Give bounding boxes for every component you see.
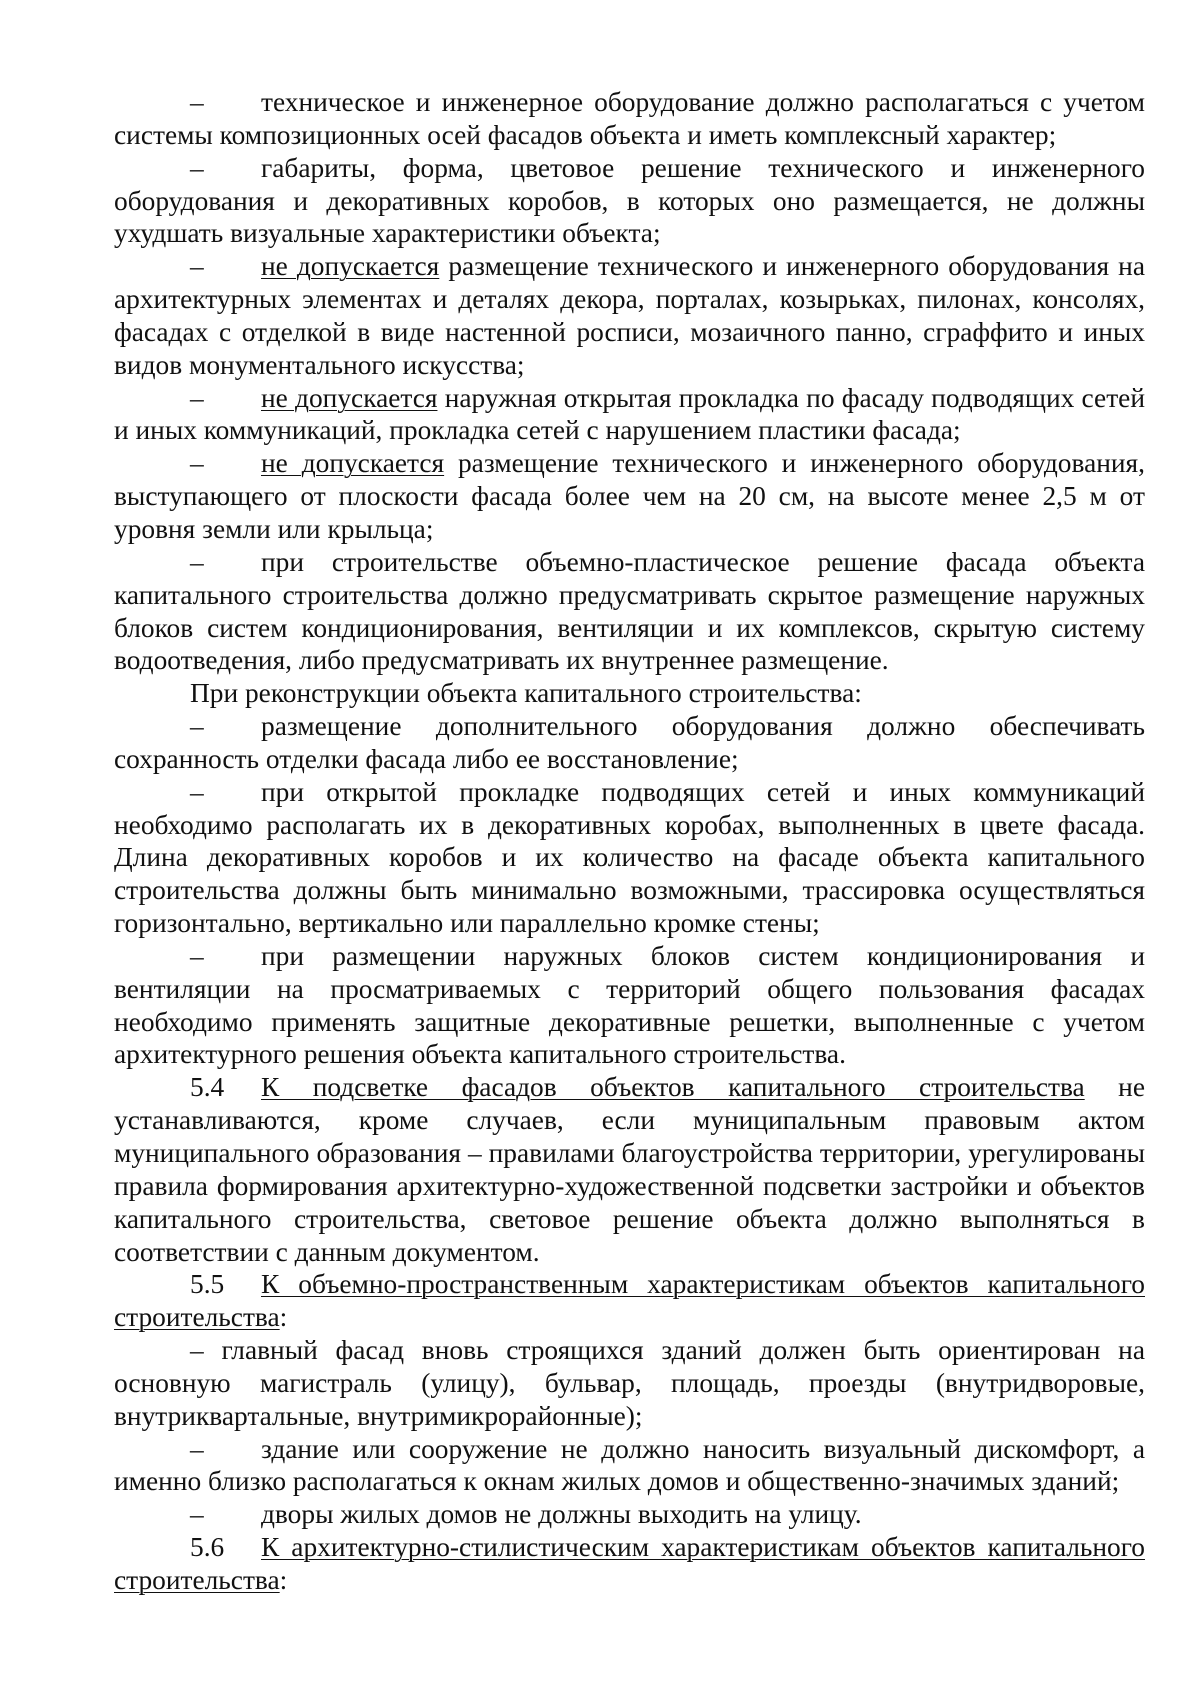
para-no-protruding bbox=[114, 447, 1145, 546]
underlined-phrase: не допускается bbox=[261, 448, 445, 479]
para-main-facade bbox=[114, 1334, 1145, 1433]
para-no-open-wiring bbox=[114, 382, 1145, 448]
paragraph-text: при размещении наружных блоков систем кондиционирования и вентиляции на просматриваемых с территорий общего пользования фасадах необходимо применять защитные декоративные решетки, выполненные с учетом архитектурного решения объекта капитального строительства. bbox=[114, 940, 1145, 1070]
list-dash: – bbox=[190, 711, 204, 742]
list-dash: – bbox=[190, 776, 204, 807]
paragraph-text: : bbox=[279, 1302, 288, 1333]
paragraph-text: при строительстве объемно-пластическое решение фасада объекта капитального строительства должно предусматривать скрытое размещение наружных блоков систем кондиционирования, вентиляции и их комплексов, скрытую систему водоотведения, либо предусматривать их внутреннее размещение. bbox=[114, 546, 1145, 676]
paragraph-text: – главный фасад вновь строящихся зданий должен быть ориентирован на основную магистраль (улицу), бульвар, площадь, проезды (внутридворовые, внутриквартальные, внутримикрорайонные); bbox=[114, 1335, 1145, 1431]
para-preserve-finish bbox=[114, 710, 1145, 776]
underlined-phrase: К архитектурно-стилистическим характеристикам объектов капитального строительства bbox=[114, 1532, 1145, 1595]
paragraph-text: размещение технического и инженерного оборудования, выступающего от плоскости фасада более чем на 20 см, на высоте менее 2,5 м от уровня земли или крыльца; bbox=[114, 448, 1145, 544]
paragraph-text: при открытой прокладке подводящих сетей и иных коммуникаций необходимо располагать их в декоративных коробах, выполненных в цвете фасада. Длина декоративных коробов и их количество на фасаде объекта капитального строительства должны быть минимально возможными, трассировка осуществляться горизонтально, вертикально или параллельно кромке стены; bbox=[114, 776, 1145, 939]
paragraph-text: При реконструкции объекта капитального строительства: bbox=[190, 678, 862, 709]
paragraph-text: не устанавливаются, кроме случаев, если муниципальным правовым актом муниципального образования – правилами благоустройства территории, урегулированы правила формирования архитектурно-художественной подсветки застройки и объектов капитального строительства, световое решение объекта должно выполняться в соответствии с данным документом. bbox=[114, 1072, 1145, 1267]
paragraph-text: дворы жилых домов не должны выходить на улицу. bbox=[261, 1499, 862, 1530]
para-equipment-axes bbox=[114, 86, 1145, 152]
document-page bbox=[114, 86, 1145, 1597]
para-no-decor-placement bbox=[114, 250, 1145, 381]
paragraph-text: здание или сооружение не должно наносить визуальный дискомфорт, а именно близко располагаться к окнам жилых домов и общественно-значимых зданий; bbox=[114, 1433, 1145, 1497]
paragraph-text: размещение технического и инженерного оборудования на архитектурных элементах и деталях декора, порталах, козырьках, пилонах, консолях, фасадах с отделкой в виде настенной росписи, мозаичного панно, сграффито и иных видов монументального искусства; bbox=[114, 251, 1145, 380]
underlined-phrase: не допускается bbox=[261, 251, 440, 282]
para-construction-hidden bbox=[114, 546, 1145, 677]
paragraph-text: техническое и инженерное оборудование должно располагаться с учетом системы композиционных осей фасадов объекта и иметь комплексный характер; bbox=[114, 87, 1145, 150]
underlined-phrase: К подсветке фасадов объектов капитального строительства bbox=[261, 1072, 1085, 1103]
paragraph-text: наружная открытая прокладка по фасаду подводящих сетей и иных коммуникаций, прокладка сетей с нарушением пластики фасада; bbox=[114, 382, 1145, 446]
list-dash: – bbox=[190, 152, 204, 183]
para-visual-discomfort bbox=[114, 1433, 1145, 1499]
section-number: 5.6 bbox=[190, 1532, 225, 1563]
section-5-6 bbox=[114, 1531, 1145, 1597]
para-ac-grilles bbox=[114, 940, 1145, 1071]
para-dimensions bbox=[114, 152, 1145, 251]
section-5-4 bbox=[114, 1071, 1145, 1268]
list-dash: – bbox=[190, 382, 204, 413]
list-dash: – bbox=[190, 1433, 204, 1464]
list-dash: – bbox=[190, 251, 204, 282]
para-reconstruction-heading bbox=[114, 677, 1145, 710]
paragraph-text: габариты, форма, цветовое решение технического и инженерного оборудования и декоративных коробов, в которых оно размещается, не должны ухудшать визуальные характеристики объекта; bbox=[114, 152, 1145, 249]
list-dash: – bbox=[190, 1499, 204, 1530]
paragraph-text: : bbox=[279, 1564, 288, 1595]
section-number: 5.4 bbox=[190, 1072, 225, 1103]
underlined-phrase: не допускается bbox=[261, 382, 438, 413]
para-open-wiring-boxes bbox=[114, 776, 1145, 940]
para-courtyards bbox=[114, 1498, 1145, 1531]
section-number: 5.5 bbox=[190, 1269, 225, 1300]
paragraph-text: размещение дополнительного оборудования должно обеспечивать сохранность отделки фасада либо ее восстановление; bbox=[114, 711, 1145, 774]
section-5-5 bbox=[114, 1268, 1145, 1334]
list-dash: – bbox=[190, 940, 204, 971]
underlined-phrase: К объемно-пространственным характеристикам объектов капитального строительства bbox=[114, 1269, 1145, 1333]
list-dash: – bbox=[190, 546, 204, 577]
list-dash: – bbox=[190, 87, 204, 117]
list-dash: – bbox=[190, 448, 204, 479]
